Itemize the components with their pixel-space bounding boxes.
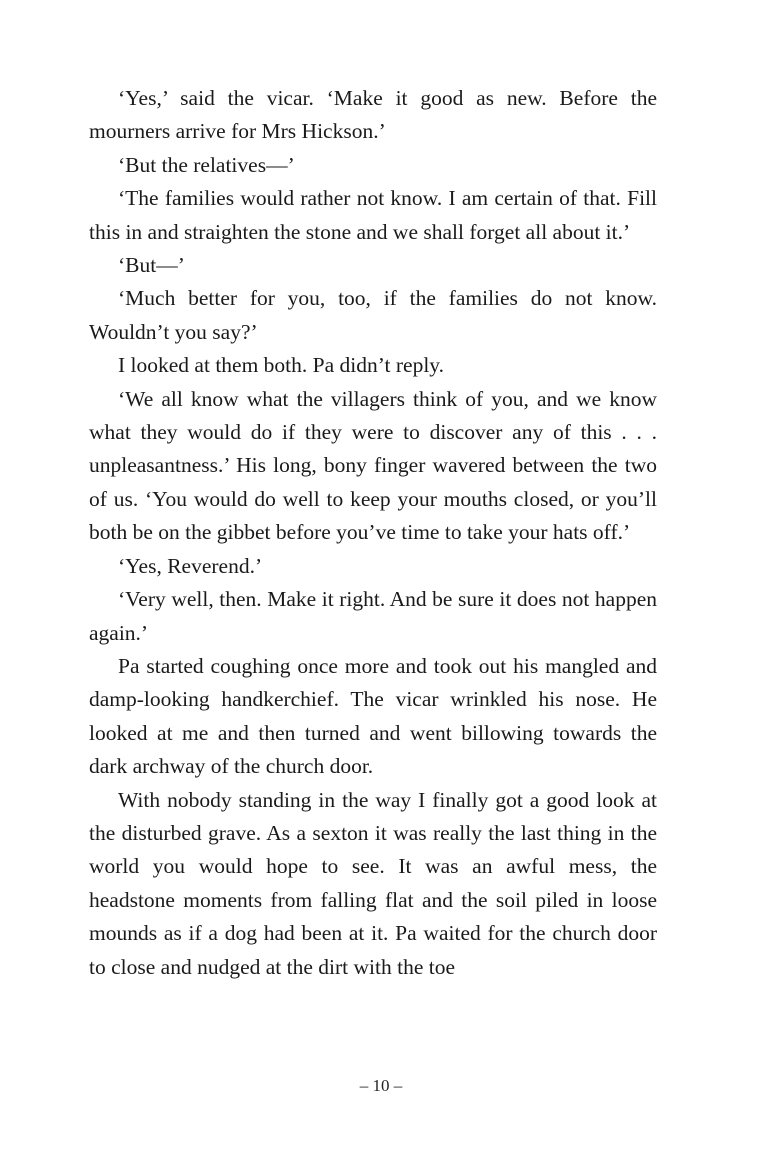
paragraph: ‘We all know what the villagers think of you, and we know what they would do if they were to discover any of this . . . unpleasantness.’ His long, bony finger wavered between the two of us. ‘You would do well to keep your mouths closed, or you’ll both be on the gibbet before you’ve time to take your hats off.’ <box>89 386 657 545</box>
paragraph: ‘Very well, then. Make it right. And be sure it does not happen again.’ <box>89 587 657 645</box>
paragraph: ‘But the relatives—’ <box>118 152 295 177</box>
paragraph: ‘Yes,’ said the vicar. ‘Make it good as new. Before the mourners arrive for Mrs Hickson.’ <box>89 86 657 144</box>
paragraph: With nobody standing in the way I finally got a good look at the disturbed grave. As a sexton it was really the last thing in the world you would hope to see. It was an awful mess, the headstone moments from falling flat and the soil piled in loose mounds as if a dog had been at it. Pa waited for the church door to close and nudged at the dirt with the toe <box>89 787 657 979</box>
paragraph: ‘Yes, Reverend.’ <box>118 553 263 578</box>
paragraph: Pa started coughing once more and took out his mangled and damp-looking handkerchief. The vicar wrinkled his nose. He looked at me and then turned and went billowing towards the dark archway of the church door. <box>89 653 657 779</box>
paragraph: ‘The families would rather not know. I am certain of that. Fill this in and straighten the stone and we shall forget all about it.’ <box>89 186 657 244</box>
page-number: – 10 – <box>359 1076 403 1095</box>
page-body <box>89 82 657 984</box>
paragraph: I looked at them both. Pa didn’t reply. <box>118 353 445 378</box>
paragraph: ‘Much better for you, too, if the families do not know. Wouldn’t you say?’ <box>89 286 657 344</box>
paragraph: ‘But—’ <box>118 253 185 278</box>
